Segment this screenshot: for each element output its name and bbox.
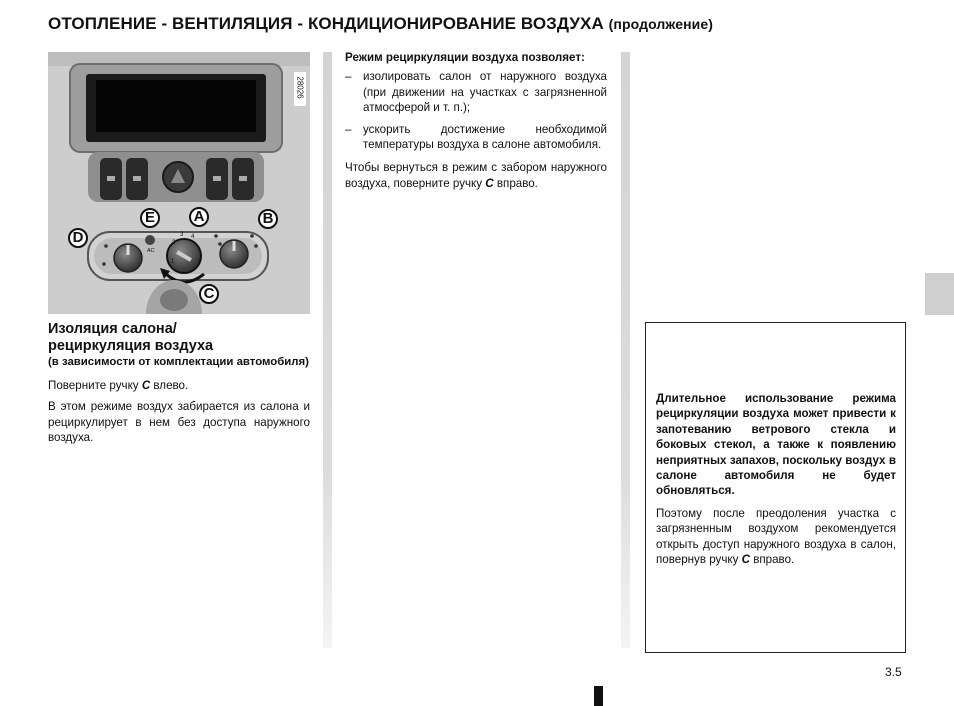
callout-e: E (140, 208, 160, 228)
left-p1-after: влево. (150, 379, 189, 392)
callout-a: A (189, 207, 209, 227)
dial-number-4: 4 (191, 234, 195, 240)
figure-code-text: 28026 (295, 76, 305, 99)
middle-list-item-1 (345, 69, 607, 115)
middle-paragraph (345, 160, 607, 191)
middle-p-key: C (485, 176, 494, 190)
middle-intro: Режим рециркуляции воздуха позволяет: (345, 51, 585, 64)
middle-list-dash-2: – (345, 122, 352, 136)
page-title (48, 14, 713, 34)
callout-b: B (258, 209, 278, 229)
warning-p-key: C (741, 553, 750, 567)
callout-c: C (199, 284, 219, 304)
middle-p-before: Чтобы вернуться в режим с забором наружного воздуха, поверните ручку (345, 161, 607, 190)
left-p1-before: Поверните ручку (48, 379, 142, 392)
warning-p-after: вправо. (749, 553, 795, 567)
dashboard-illustration (48, 52, 310, 314)
left-paragraph-2: В этом режиме воздух забирается из салона и рециркулирует в нем без доступа наружного воздуха. (48, 400, 310, 445)
column-divider-right (621, 52, 630, 648)
middle-list-text-2: ускорить достижение необходимой температуры воздуха в салоне автомобиля. (363, 122, 607, 152)
section-heading-line2: рециркуляция воздуха (48, 338, 214, 354)
middle-column (345, 50, 607, 191)
dashboard-figure (48, 52, 310, 314)
warning-bold-text: Длительное использование режима рециркуляции воздуха может привести к запотеванию ветрового стекла и боковых стекол, а также к появлению неприятных запахов, поскольку воздух в салоне автомобиля не будет обновляться. (656, 392, 896, 498)
ac-label: AC (147, 248, 155, 254)
section-tab (925, 273, 954, 315)
column-divider-left (323, 52, 332, 648)
warning-p-before: Поэтому после преодоления участка с загрязненным воздухом рекомендуется открыть доступ наружного воздуха в салон, повернув ручку (656, 506, 896, 567)
middle-list-text-1: изолировать салон от наружного воздуха (при движении на участках с загрязненной атмосферой и т. п.); (363, 70, 607, 115)
page-number: 3.5 (885, 665, 902, 679)
title-subtitle: (продолжение) (608, 16, 714, 32)
figure-code (294, 72, 306, 106)
dial-number-3: 3 (180, 232, 184, 238)
page-edge-mark (594, 686, 603, 706)
middle-list-item-2 (345, 122, 607, 153)
middle-p-after: вправо. (493, 176, 538, 190)
warning-box (645, 322, 906, 653)
title-text: ОТОПЛЕНИЕ - ВЕНТИЛЯЦИЯ - КОНДИЦИОНИРОВАНИЕ ВОЗДУХА (48, 14, 604, 33)
dial-number-1: 1 (171, 259, 175, 265)
section-note: (в зависимости от комплектации автомобиля) (48, 356, 309, 368)
middle-list-dash-1: – (345, 70, 352, 84)
left-column (48, 321, 310, 446)
left-paragraph-1 (48, 378, 310, 393)
section-heading-line1: Изоляция салона/ (48, 321, 177, 337)
warning-paragraph (656, 506, 896, 568)
callout-d: D (68, 228, 88, 248)
dial-number-2: 2 (172, 240, 176, 246)
warning-content (656, 391, 896, 567)
left-p1-key: C (141, 379, 151, 392)
